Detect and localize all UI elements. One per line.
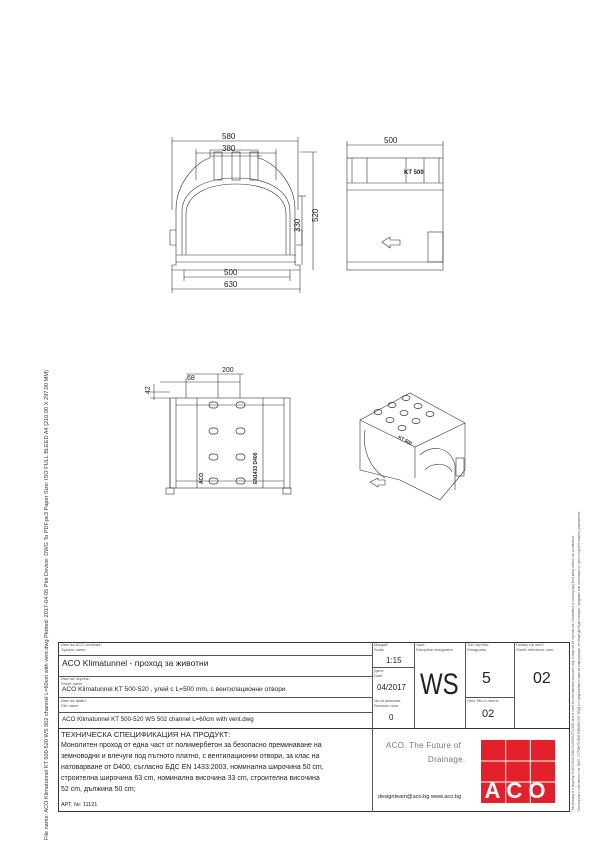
date-label-en: Date — [374, 673, 383, 678]
company-tagline: ACO. The Future of — [386, 741, 462, 750]
part-label: Част: — [416, 642, 426, 647]
num-label-en: Sheet reference num. — [516, 647, 555, 652]
rev-label: № на ревизия: — [374, 698, 402, 703]
spec-line: земноводни и влечуги под пътното платно, с вентилационни отвори, за клас на — [61, 753, 320, 760]
scale-label-en: Scale — [374, 647, 385, 652]
dim-520: 520 — [311, 208, 320, 222]
scale-value: 1:15 — [386, 656, 402, 665]
dim-68: 68 — [187, 375, 195, 382]
iso-view — [360, 393, 465, 500]
file-label: Име на файл: — [61, 698, 87, 703]
spec-line: натоварване от D400, съгласно БДС EN 1433:2003, номинална широчина 50 cm, — [61, 764, 324, 771]
sheet-name: ACO Klimatunnel KT 500-520 , улей с L=500 mm, с вентилационни отвори — [62, 686, 286, 693]
dim-200: 200 — [222, 367, 234, 374]
plan-view — [150, 374, 291, 494]
dim-500-side: 500 — [384, 136, 398, 145]
spec-line: строителна широчина 63 cm, номинална височина 33 cm, строителна височина — [61, 775, 320, 782]
aco-logo — [481, 740, 555, 803]
front-view — [170, 137, 317, 293]
sheets-value: 02 — [482, 708, 495, 720]
sheet-label: Име на чертеж: — [61, 676, 90, 681]
company-tagline-2: Drainage. — [428, 755, 466, 764]
plan-vent-holes — [209, 402, 245, 484]
dim-330: 330 — [293, 218, 302, 232]
scale-label: Мащаб: — [374, 642, 389, 647]
rev-label-en: Revision num. — [374, 703, 400, 708]
dim-630: 630 — [224, 280, 238, 289]
rev-value: 0 — [389, 713, 394, 722]
contact-info[interactable]: designteam@aco.bg www.aco.bg — [378, 794, 462, 800]
sheets-label: Лист №:от листа: — [467, 698, 499, 703]
dim-42: 42 — [145, 386, 152, 394]
plan-class: ЕN1433 D400 — [253, 452, 259, 484]
aco-logo-text: ACO — [484, 778, 552, 803]
num-value: 02 — [533, 670, 551, 687]
system-name: ACO Klimatunnel - проход за животни — [62, 658, 209, 668]
dim-380: 380 — [222, 144, 236, 153]
aco-logo-icon — [481, 740, 555, 803]
system-label: Име на ACO система: — [61, 642, 102, 647]
part-label-en: Discipline designator — [416, 647, 453, 652]
art-number: АРТ. №: 11121 — [61, 802, 98, 808]
type-value: 5 — [482, 670, 491, 687]
spec-line: Монолитен проход от една част от полимербетон за безопасно преминаване на — [61, 742, 322, 749]
spec-title: ТЕХНИЧЕСКА СПЕЦИФИКАЦИЯ НА ПРОДУКТ: — [61, 730, 231, 739]
side-mark: KT 500 — [404, 170, 424, 176]
file-name: ACO Klimatunnel KT 500-520 WS 502 channel L=60cm with vent.dwg — [62, 716, 254, 723]
file-label-en: File name — [61, 703, 79, 708]
iso-mark: KT 500 — [397, 434, 413, 446]
type-label: Тип чертеж: — [467, 642, 489, 647]
sheet-label-en: Sheet name — [61, 681, 83, 686]
system-label-en: System name — [61, 647, 86, 652]
spec-line: 52 cm, дължина 50 cm; — [61, 786, 136, 793]
dim-580: 580 — [222, 132, 236, 141]
type-label-en: Designator — [467, 647, 487, 652]
date-value: 04/2017 — [377, 683, 406, 692]
side-view — [347, 141, 443, 270]
side-copyright-bg: Този чертеж е собственост на "АКО - СТРОИТЕЛНИ ЕЛЕМЕНТИ" ООД и е предназначен само за информация. Не може да бъде копиран, предаван или използван от трети лица без нашето разрешение. — [577, 510, 581, 812]
dim-500-front: 500 — [224, 268, 238, 277]
side-copyright-en: This drawing is a property of ACO BUILDING ELEMENTS OOD and is used for informational purposes only. It may not be reproduced, transmitted or used by any third party without our permission. — [571, 535, 575, 812]
side-file-info: File name: ACO Klimatunnel KT 500-520 WS 502 channel L=60cm with vent.dwg Plotted: 2017-04-05 Plot Device: DWG To PDF.pc3 Paper Size: ISO FULL BLEED A4 (210.00 X 297.00 MM) — [44, 370, 50, 840]
iso-vent-holes — [374, 396, 434, 431]
part-value: WS — [420, 668, 459, 701]
date-label: Дата: — [374, 668, 384, 673]
plan-aco: ACO — [199, 472, 205, 484]
num-label: Номер на лист: — [516, 642, 545, 647]
